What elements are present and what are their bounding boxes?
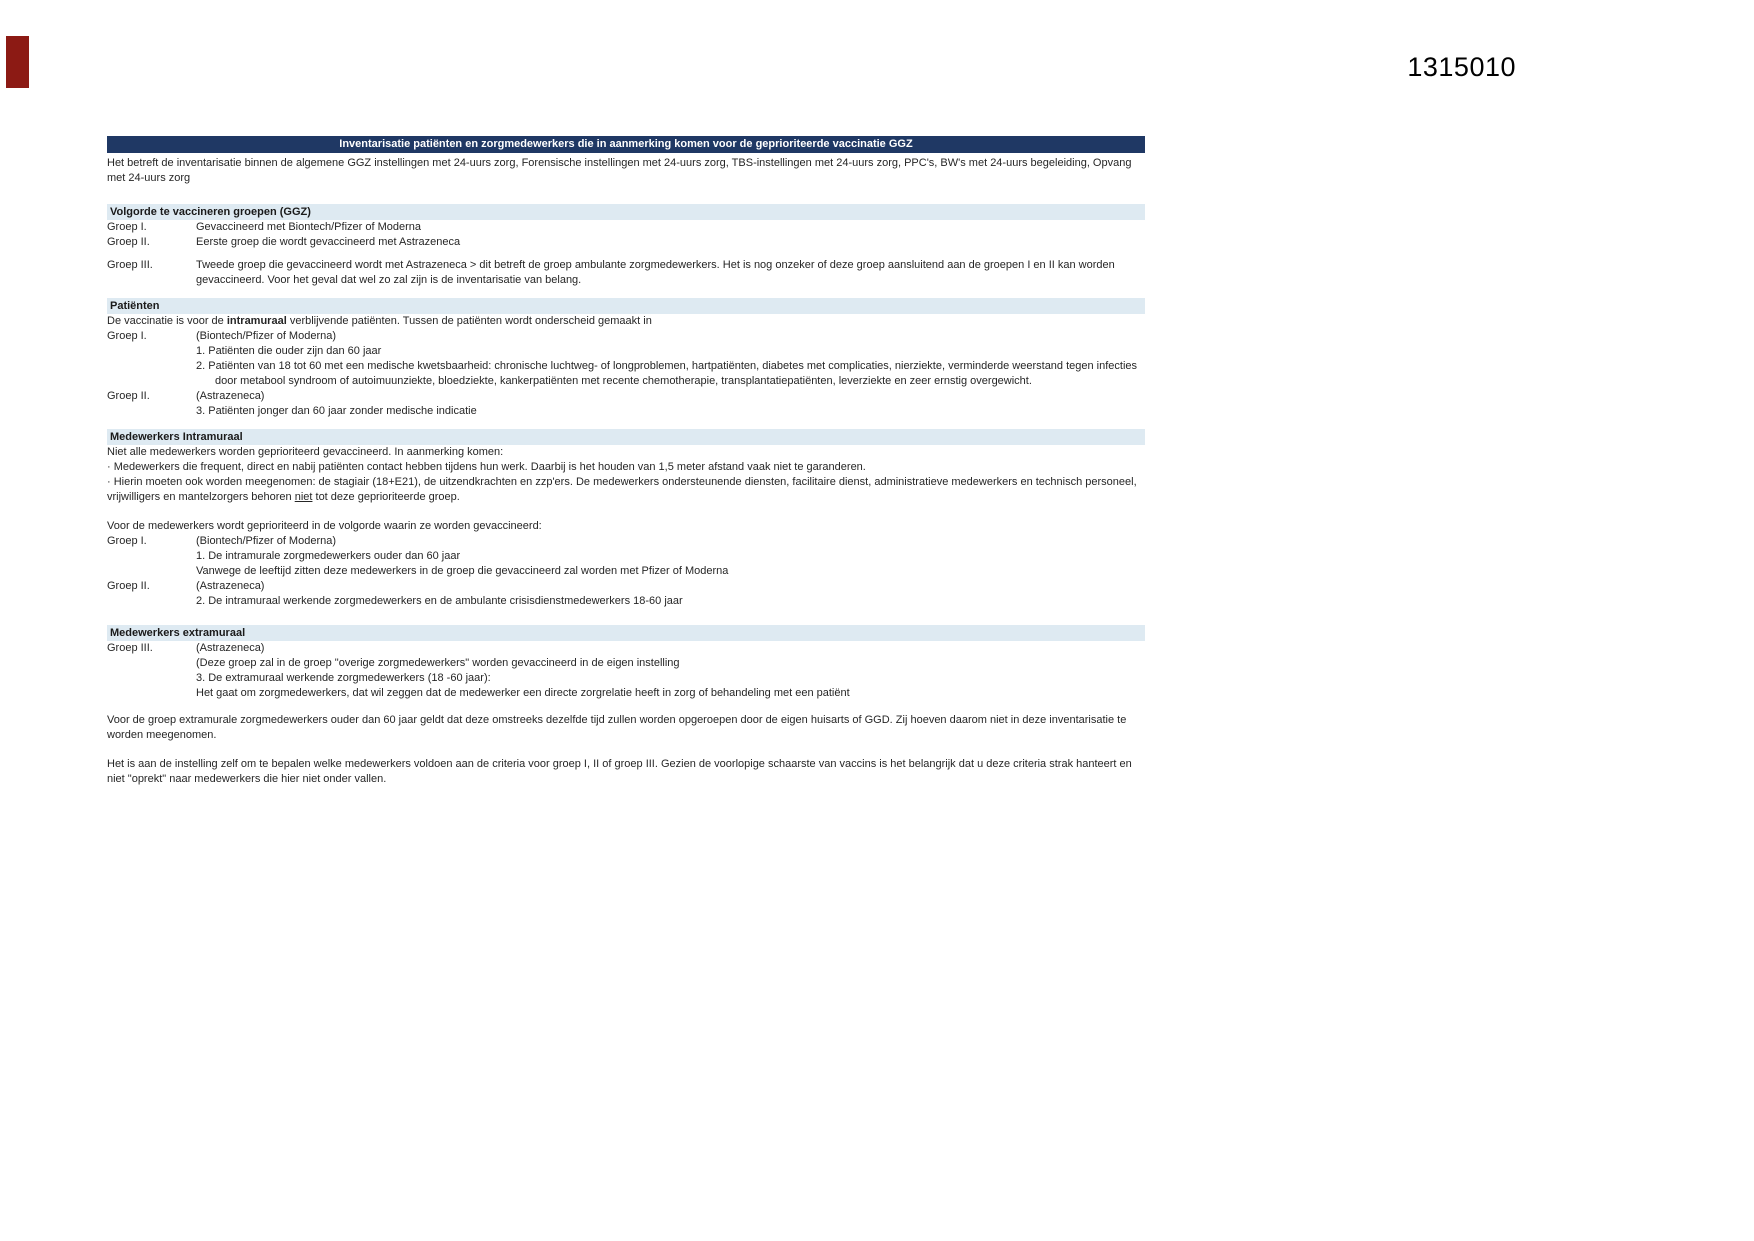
table-row xyxy=(107,258,1145,288)
list-item: 3. Patiënten jonger dan 60 jaar zonder medische indicatie xyxy=(196,405,477,417)
table-row xyxy=(107,686,1145,701)
table-row xyxy=(107,534,1145,549)
intro-paragraph: Het betreft de inventarisatie binnen de algemene GGZ instellingen met 24-uurs zorg, Forensische instellingen met 24-uurs zorg, TBS-instellingen met 24-uurs zorg, PPC's, BW's met 24-uurs begeleiding, Opvang met 24-uurs zorg xyxy=(107,157,1132,184)
section-header-medewerkers-extramuraal: Medewerkers extramuraal xyxy=(107,625,1145,641)
group-text: Gevaccineerd met Biontech/Pfizer of Moderna xyxy=(196,221,422,233)
list-item: 2. De intramuraal werkende zorgmedewerkers en de ambulante crisisdienstmedewerkers 18-60 jaar xyxy=(196,595,683,607)
patienten-intro-post: verblijvende patiënten. Tussen de patiënten wordt onderscheid gemaakt in xyxy=(286,315,652,327)
closing-paragraph-1: Voor de groep extramurale zorgmedewerkers ouder dan 60 jaar geldt dat deze omstreeks dezelfde tijd zullen worden opgeroepen door de eigen huisarts of GGD. Zij hoeven daarom niet in deze inventarisatie te worden meegenomen. xyxy=(107,714,1127,741)
group-label: Groep I. xyxy=(107,535,147,547)
intramuraal-bullet2-underline: niet xyxy=(294,491,313,503)
group-label: Groep III. xyxy=(107,642,153,654)
group-text: (Biontech/Pfizer of Moderna) xyxy=(196,330,337,342)
table-row xyxy=(107,359,1145,389)
patienten-intro-bold: intramuraal xyxy=(226,315,287,327)
intramuraal-bullet2 xyxy=(107,475,1145,505)
group-text: (Astrazeneca) xyxy=(196,390,265,402)
document-title-bar: Inventarisatie patiënten en zorgmedewerkers die in aanmerking komen voor de geprioriteerde vaccinatie GGZ xyxy=(107,136,1145,153)
patienten-intro-pre: De vaccinatie is voor de xyxy=(107,315,227,327)
table-row xyxy=(107,564,1145,579)
table-row xyxy=(107,671,1145,686)
intramuraal-line1: Niet alle medewerkers worden geprioriteerd gevaccineerd. In aanmerking komen: xyxy=(107,446,504,458)
intramuraal-bullet2-pre: · Hierin moeten ook worden meegenomen: de stagiair (18+E21), de uitzendkrachten en zzp'ers. De medewerkers ondersteunende diensten, facilitaire dienst, administratieve medewerkers en technisch personeel, vrijwilligers en mantelzorgers behoren xyxy=(107,476,1137,503)
table-row xyxy=(107,329,1145,344)
list-item: 1. Patiënten die ouder zijn dan 60 jaar xyxy=(196,345,382,357)
group-label: Groep II. xyxy=(107,580,150,592)
group-text: (Astrazeneca) xyxy=(196,642,265,654)
table-row xyxy=(107,389,1145,404)
intramuraal-bullet2-post: tot deze geprioriteerde groep. xyxy=(312,491,460,503)
patienten-intro xyxy=(107,314,1145,329)
list-item: 1. De intramurale zorgmedewerkers ouder dan 60 jaar xyxy=(196,550,461,562)
table-row xyxy=(107,344,1145,359)
intramuraal-line2: Voor de medewerkers wordt geprioriteerd in de volgorde waarin ze worden gevaccineerd: xyxy=(107,520,542,532)
document-body xyxy=(107,136,1145,787)
table-row xyxy=(107,549,1145,564)
list-item: 2. Patiënten van 18 tot 60 met een medische kwetsbaarheid: chronische luchtweg- of longproblemen, hartpatiënten, diabetes met complicaties, nierziekte, verminderde weerstand tegen infecties door metabool syndroom of autoimuunziekte, bloedziekte, kankerpatiënten met recente chemotherapie, transplantatiepatiënten, leverziekte en zeer ernstig overgewicht. xyxy=(196,360,1138,387)
group-text: (Biontech/Pfizer of Moderna) xyxy=(196,535,337,547)
group-label: Groep I. xyxy=(107,330,147,342)
group-text: (Astrazeneca) xyxy=(196,580,265,592)
section-header-patienten: Patiënten xyxy=(107,298,1145,314)
group-label: Groep II. xyxy=(107,236,150,248)
table-row xyxy=(107,641,1145,656)
section-header-volgorde: Volgorde te vaccineren groepen (GGZ) xyxy=(107,204,1145,220)
page-number: 1315010 xyxy=(1407,52,1516,82)
group-text: Vanwege de leeftijd zitten deze medewerkers in de groep die gevaccineerd zal worden met Pfizer of Moderna xyxy=(196,565,729,577)
group-text: Het gaat om zorgmedewerkers, dat wil zeggen dat de medewerker een directe zorgrelatie heeft in zorg of behandeling met een patiënt xyxy=(196,687,850,699)
table-row xyxy=(107,404,1145,419)
table-row xyxy=(107,656,1145,671)
closing-paragraph-2: Het is aan de instelling zelf om te bepalen welke medewerkers voldoen aan de criteria voor groep I, II of groep III. Gezien de voorlopige schaarste van vaccins is het belangrijk dat u deze criteria strak hanteert en niet "oprekt" naar medewerkers die hier niet onder vallen. xyxy=(107,758,1132,785)
section-header-medewerkers-intramuraal: Medewerkers Intramuraal xyxy=(107,429,1145,445)
red-corner-mark xyxy=(6,36,29,88)
group-label: Groep III. xyxy=(107,259,153,271)
table-row xyxy=(107,594,1145,609)
group-label: Groep I. xyxy=(107,221,147,233)
table-row xyxy=(107,220,1145,235)
table-row xyxy=(107,235,1145,250)
group-label: Groep II. xyxy=(107,390,150,402)
group-text: (Deze groep zal in de groep "overige zorgmedewerkers" worden gevaccineerd in de eigen instelling xyxy=(196,657,680,669)
table-row xyxy=(107,579,1145,594)
group-text: Eerste groep die wordt gevaccineerd met Astrazeneca xyxy=(196,236,461,248)
group-text: Tweede groep die gevaccineerd wordt met Astrazeneca > dit betreft de groep ambulante zorgmedewerkers. Het is nog onzeker of deze groep aansluitend aan de groepen I en II kan worden gevaccineerd. Voor het geval dat wel zo zal zijn is de inventarisatie van belang. xyxy=(196,259,1115,286)
intramuraal-bullet1: · Medewerkers die frequent, direct en nabij patiënten contact hebben tijdens hun werk. Daarbij is het houden van 1,5 meter afstand vaak niet te garanderen. xyxy=(107,461,866,473)
list-item: 3. De extramuraal werkende zorgmedewerkers (18 -60 jaar): xyxy=(196,672,491,684)
